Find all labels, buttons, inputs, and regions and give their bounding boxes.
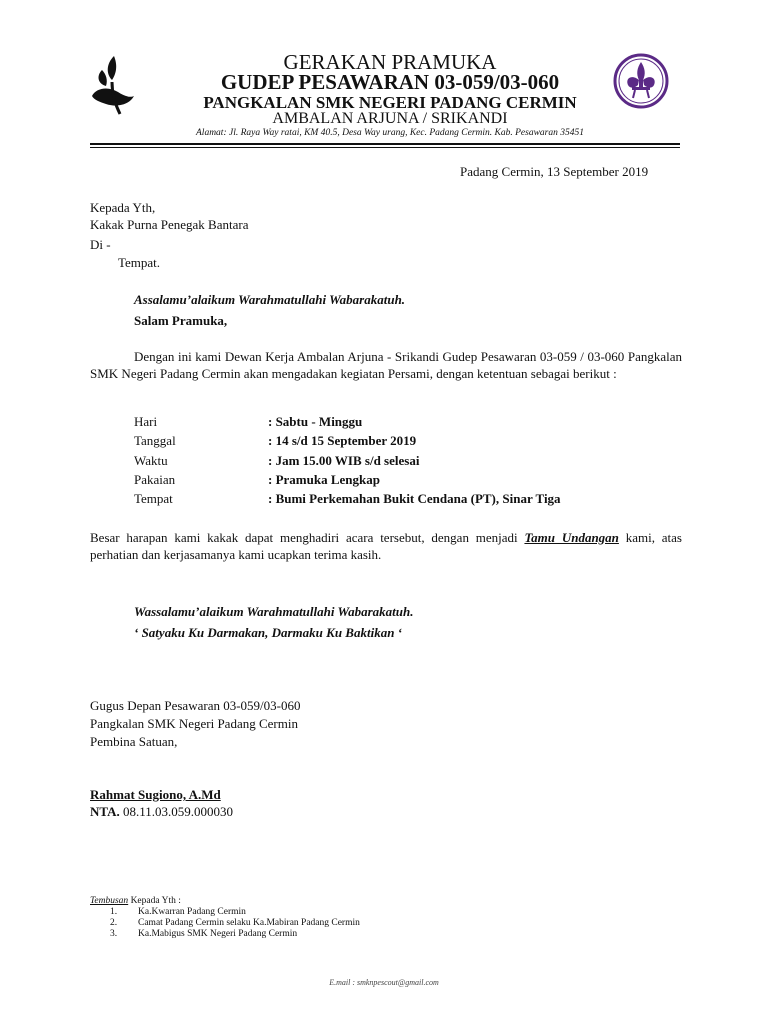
detail-label-hari: Hari [134, 414, 158, 429]
signatory-name: Rahmat Sugiono, A.Md [90, 787, 221, 802]
letterhead-ambalan: AMBALAN ARJUNA / SRIKANDI [272, 110, 508, 127]
detail-value-pakaian: : Pramuka Lengkap [268, 472, 380, 487]
salutation: Salam Pramuka, [134, 313, 228, 328]
signatory-nta [90, 803, 233, 820]
list-item [110, 929, 360, 940]
footer-email: E.mail : smknpescout@gmail.com [329, 978, 439, 987]
list-item-text: Camat Padang Cermin selaku Ka.Mabiran Padang Cermin [138, 918, 360, 928]
list-item [110, 907, 360, 918]
detail-label-pakaian: Pakaian [134, 472, 176, 487]
letterhead-school: PANGKALAN SMK NEGERI PADANG CERMIN [203, 93, 577, 112]
closing-paragraph [90, 529, 682, 563]
body-intro-text: Dengan ini kami Dewan Kerja Ambalan Arjuna - Srikandi Gudep Pesawaran 03-059 / 03-060 Pangkalan SMK Negeri Padang Cermin akan mengadakan kegiatan Persami, dengan ketentuan sebagai berikut : [90, 349, 682, 381]
nta-value: 08.11.03.059.000030 [122, 804, 234, 819]
letterhead-divider [90, 143, 680, 145]
list-item-number: 3. [110, 929, 118, 939]
closing-text-before: Besar harapan kami kakak dapat menghadiri acara tersebut, dengan menjadi [90, 530, 525, 545]
body-intro [90, 348, 682, 382]
recipient-line-1: Kepada Yth, [90, 200, 156, 215]
signatory-org-2: Pangkalan SMK Negeri Padang Cermin [90, 716, 298, 731]
recipient-line-2: Kakak Purna Penegak Bantara [90, 217, 249, 232]
detail-label-waktu: Waktu [134, 453, 168, 468]
copies-label: Tembusan [90, 896, 129, 906]
recipient-line-4: Tempat. [118, 255, 161, 270]
closing-text-after: kami, atas perhatian dan kerjasamanya kami ucapkan terima kasih. [90, 530, 682, 562]
copies-list [110, 907, 360, 940]
list-item-number: 1. [110, 907, 118, 917]
list-item [110, 918, 360, 929]
letterhead-org: GERAKAN PRAMUKA [283, 50, 497, 74]
detail-label-tanggal: Tanggal [134, 433, 176, 448]
list-item-text: Ka.Mabigus SMK Negeri Padang Cermin [138, 929, 298, 939]
recipient-line-3: Di - [90, 237, 111, 252]
letterhead-divider-thin [90, 147, 680, 148]
detail-value-hari: : Sabtu - Minggu [268, 414, 363, 429]
letterhead-address: Alamat: Jl. Raya Way ratai, KM 40.5, Desa Way urang, Kec. Padang Cermin. Kab. Pesawaran 35451 [196, 128, 584, 138]
motto: ‘ Satyaku Ku Darmakan, Darmaku Ku Baktikan ‘ [134, 625, 403, 640]
opening-greeting: Assalamu’alaikum Warahmatullahi Wabarakatuh. [134, 292, 406, 307]
letterhead-gudep: GUDEP PESAWARAN 03-059/03-060 [220, 70, 560, 94]
copies-heading [90, 896, 181, 907]
tunas-kelapa-logo-icon [88, 52, 136, 121]
signatory-role: Pembina Satuan, [90, 734, 178, 749]
list-item-text: Ka.Kwarran Padang Cermin [138, 907, 246, 917]
detail-value-tempat: : Bumi Perkemahan Bukit Cendana (PT), Sinar Tiga [268, 491, 561, 506]
detail-value-waktu: : Jam 15.00 WIB s/d selesai [268, 453, 420, 468]
nta-label: NTA. [90, 804, 120, 819]
closing-greeting: Wassalamu’alaikum Warahmatullahi Wabarakatuh. [134, 604, 414, 619]
copies-suffix: Kepada Yth : [128, 896, 181, 906]
guest-emphasis: Tamu Undangan [524, 530, 619, 545]
signatory-org-1: Gugus Depan Pesawaran 03-059/03-060 [90, 698, 301, 713]
list-item-number: 2. [110, 918, 118, 928]
detail-label-tempat: Tempat [134, 491, 173, 506]
place-date: Padang Cermin, 13 September 2019 [460, 164, 649, 179]
detail-value-tanggal: : 14 s/d 15 September 2019 [268, 433, 417, 448]
